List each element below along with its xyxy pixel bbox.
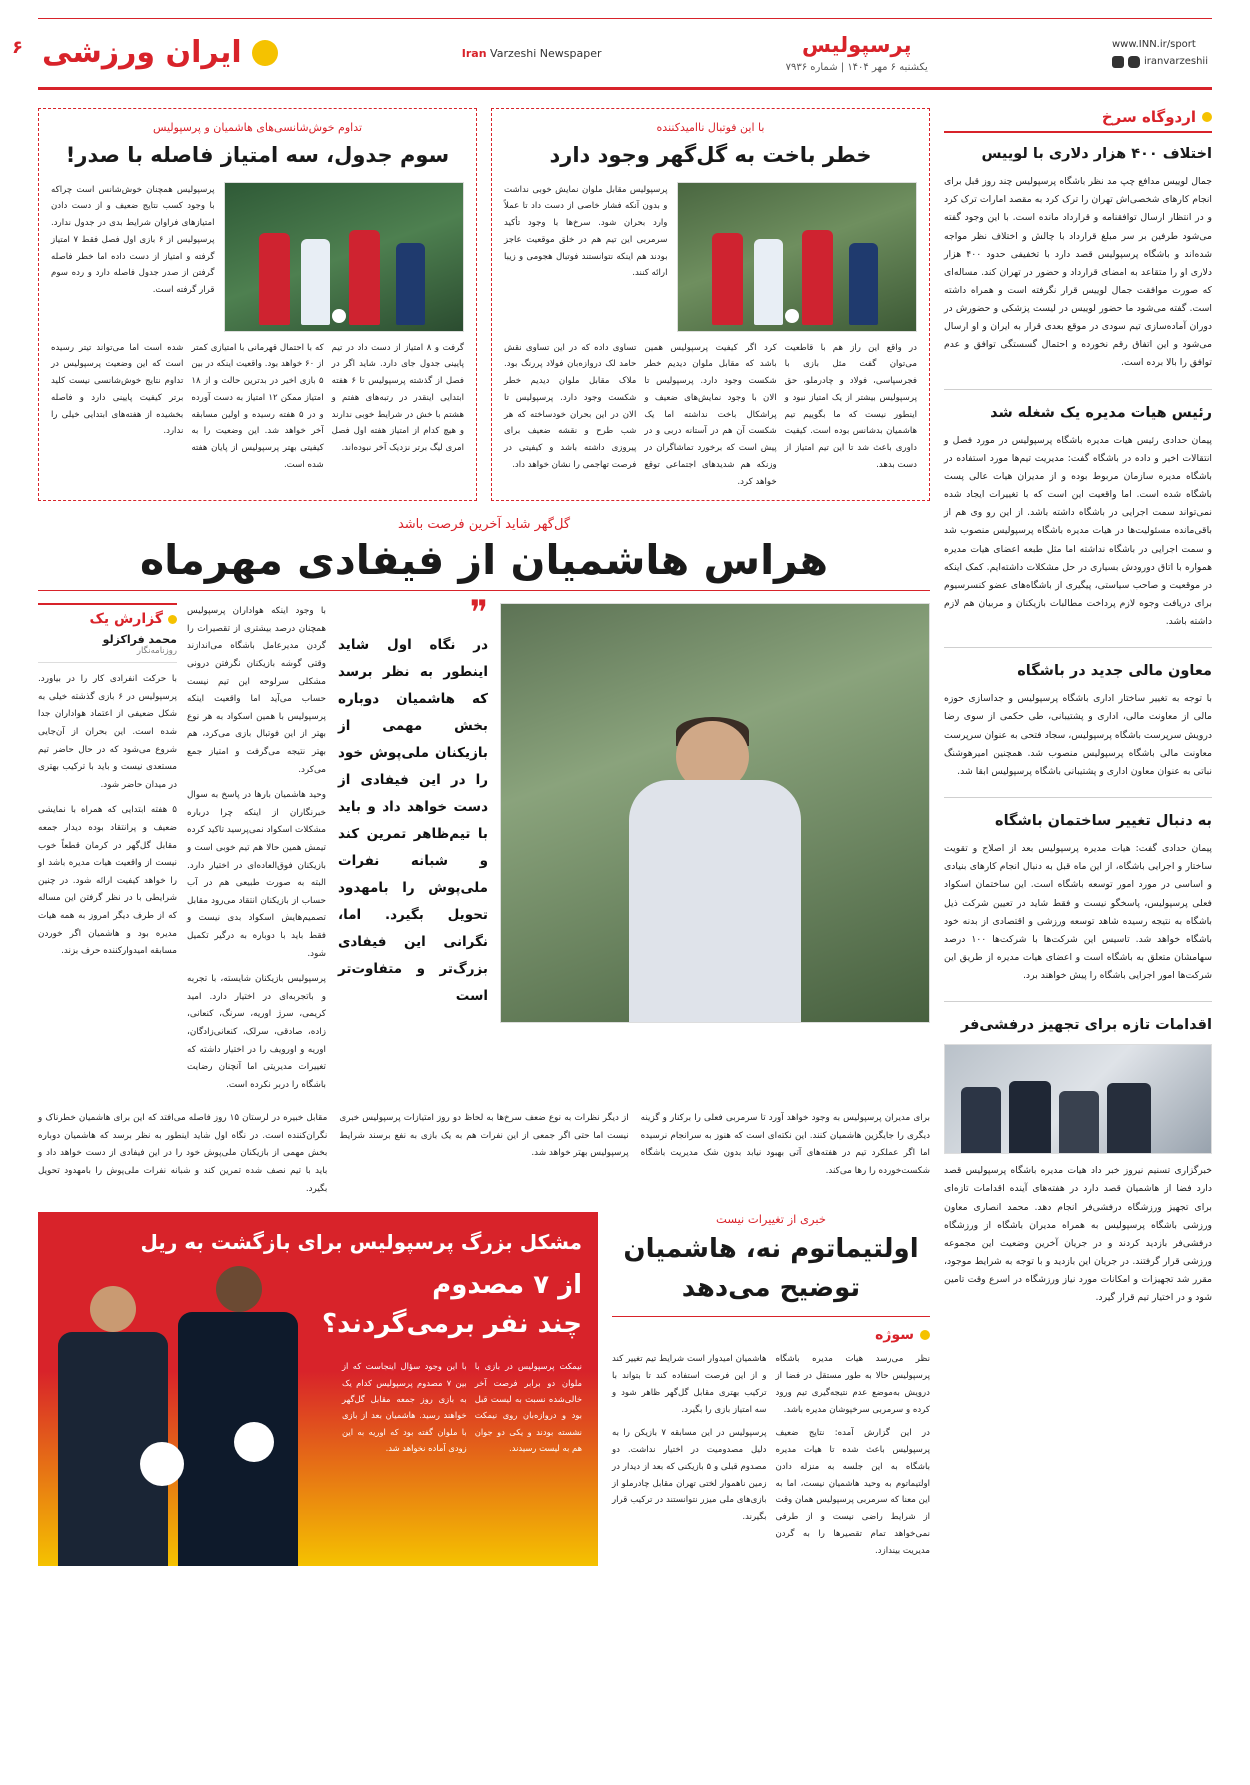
feature-paragraph: وحید هاشمیان بارها در پاسخ به سوال خبرنگاران از اینکه چرا درباره مشکلات اسکواد نمی‌پرسید تاکید کرده تیمش همین حالا هم تیم خوبی است و بازیکنان فوق‌العاده‌ای در اختیار دارد. البته به صورت طبیعی هم در آب حساب از بازیکنان انتقاد می‌رود مقابل تصمیم‌هایش اسکواد بدی نیست و فقط باید با دوباره به درگیر تکمیل شود. <box>187 790 326 959</box>
header-contact <box>1112 36 1208 70</box>
divider <box>944 1001 1212 1002</box>
sidebar-item-1 <box>944 402 1212 632</box>
news-badge-label: سوژه <box>875 1327 914 1344</box>
sidebar-body: پیمان حدادی رئیس هیات مدیره باشگاه پرسپولیس در مورد فصل و انتقالات اخیر و داده در باشگاه گفت: مدیریت تیم‌ها مورد استفاده در باشگاه مدیره سازمان مربوط بوده و از مدیران هیات عالی پست باشگاه شده است. اما واقعیت این است که با تغییرات ایجاد شده نمی‌تواند سمت اجرایی در باشگاه داشته باشد. از این رو وی هم از باقی‌مانده مسئولیت‌ها در هیات مدیره باشگاه پرسپولیس منصوب شد و سمت اجرایی در باشگاه نداشته اما مثل طبعه اعضای هیات مدیره همواره با اتاق دورودش بسیاری در حل مشکلات داشته‌ایم. کمک اینکه در موقعیت و صاحب سیاستی، پیگیری از باشگاه‌های عضو کنسرسیوم برای دریافت وجوه لازم پرداخت مطالبات بازیکنان و مربیان هم لازم داشته باشد. <box>944 434 1212 627</box>
story-title: سوم جدول، سه امتیاز فاصله با صدر! <box>65 143 450 167</box>
divider <box>944 647 1212 648</box>
top-spacer <box>38 0 1212 18</box>
sidebar-header <box>944 108 1212 133</box>
sidebar-item-0 <box>944 143 1212 373</box>
story-paragraph: گرفت و ۸ امتیاز از دست داد در تیم پایینی جدول جای دارد. شاید اگر در فصل از گذشته پرسپولیس تا ۶ هفته ابتدایی اینقدر در رتبه‌های هفتم و هشتم با خش در شرایط خوبی ندارند و هیچ کدام از امتیاز هفته اول فصل امری لیگ برتر نزدیک آخر نبوده‌اند. <box>331 342 464 453</box>
author-role: روزنامه‌نگار <box>136 646 177 657</box>
sidebar-body: با توجه به تغییر ساختار اداری باشگاه پرسپولیس و جداسازی حوزه مالی از معاونت مالی، اداری و پشتیبانی، طی حکمی از سوی رضا درویش سرپرست باشگاه پرسپولیس، سجاد فتحی به عنوان سرپرست معاونت مالی باشگاه پرسپولیس منصوب شد. همچنین امیرهوشنگ نباتی به عنوان معاون اداری و پشتیبانی باشگاه پرسپولیس ابقا شد. <box>944 693 1212 777</box>
english-title-rest: Varzeshi Newspaper <box>490 46 602 60</box>
news-paragraph: در این گزارش آمده: نتایج ضعیف پرسپولیس باعث شده تا هیات مدیره باشگاه به این جلسه به منزله دادن اولتیماتوم به وحید هاشمیان نیست، اما به این معنا که سرمربی پرسپولیس همان وقت از شرایط راضی نیست و از طرفی نمی‌خواهد تمام تقصیرها را به گردن مدیریت بیندازد. <box>775 1428 930 1556</box>
quote-icon: ❞ <box>469 593 488 634</box>
sidebar-body: پیمان حدادی گفت: هیات مدیره پرسپولیس بعد از اصلاح و تقویت ساختار و اجرایی باشگاه، از این ماه قبل به دنبال انجام کارهای بنیادی و اساسی در مورد امور توسعه باشگاه است. این ساختمان اسکواد فعلی پرسپولیس، پاسخگو نیست و فقط شاید در تعیین شرکت ذیل باشگاه به نتیجه رسیده شاهد توسعه ورزشی و اقتصادی از بدنه خود باشگاه خواهد شد. تاسیس این شرکت‌ها با شرکت‌ها ۱۰۰ درصد سهامشان متعلق به باشگاه است و اعضای هیات مدیره از طریق این شرکت‌ها امور اجرایی باشگاه را پیش خواهند برد. <box>944 843 1213 981</box>
social-links[interactable] <box>1112 53 1208 70</box>
logo-text: ایران ورزشی <box>42 35 242 70</box>
author-name: محمد فراکزلو <box>102 633 177 647</box>
divider <box>944 797 1212 798</box>
feature-photo <box>500 603 930 1023</box>
feature-paragraph: با حرکت انفرادی کار را در بیاورد. پرسپولیس در ۶ بازی گذشته خیلی به شکل ضعیفی از اعتماد هواداران جدا شده است. این بحران از آن‌جایی شروع می‌شود که در حال حاضر تیم مستعدی نیست و باید با ترکیب بهتری در میدان حاضر شود. <box>38 674 177 790</box>
story-paragraph: پرسپولیس همچنان خوش‌شانس است چراکه با وجود کسب نتایج ضعیف و از دست دادن امتیازهای فراوان شرایط بدی در جدول ندارد. پرسپولیس از ۶ بازی اول فصل فقط ۷ امتیاز گرفته و امتیاز از دست داده اما خطر فاصله گرفتن از صدر جدول فاصله دارد و رده سوم قرار گرفته است. <box>51 184 215 295</box>
feature-paragraph: ۵ هفته ابتدایی که همراه با نمایشی ضعیف و پرانتقاد بوده دیدار جمعه مقابل گل‌گهر در کرمان قطعاً خوب نیست از واقعیت هیات مدیره باشد او را خواهد کیفیت ارائه شود. در چنین شرایطی با در نظر گرفتن این مساله که از طرف دیگر امروز به همه هیات مدیره بود و هاشمیان اگر خوردن مسابقه امیدوارکننده حرف بزند. <box>38 805 177 957</box>
main-column <box>38 108 930 1566</box>
sidebar-heading: رئیس هیات مدیره یک شغله شد <box>990 404 1212 421</box>
promo-block <box>38 1212 598 1566</box>
sidebar-item-4 <box>944 1014 1212 1307</box>
sidebar-heading: اختلاف ۴۰۰ هزار دلاری با لوییس <box>981 146 1212 162</box>
masthead <box>12 18 1212 90</box>
logo-dot-icon <box>252 40 278 66</box>
sidebar-title: اردوگاه سرخ <box>1101 108 1196 126</box>
news-badge <box>612 1327 930 1343</box>
feature-headline: هراس هاشمیان از فیفادی مهرماه <box>139 536 829 585</box>
top-stories <box>38 108 930 501</box>
bottom-section <box>38 1212 930 1566</box>
feature-paragraph: از دیگر نظرات به نوع ضعف سرخ‌ها به لحاظ دو روز امتیازات پرسپولیس خبری نیست اما حتی اگر جمعی از این نفرات هم به یک بازی به نفع برسند شرایط پرسپولیس بهتر خواهد شد. <box>339 1113 629 1159</box>
promo-line1: مشکل بزرگ پرسپولیس برای بازگشت به ریل <box>140 1230 582 1255</box>
story-photo <box>677 182 917 332</box>
page-content <box>38 108 1212 1566</box>
promo-paragraph: نیمکت پرسپولیس در بازی با ملوان دو برابر فرصت آخر خالی‌شده نسبت به لیست قبل بود و دروازه‌بان روی نیمکت نشسته بودند و یکی دو جوان هم به لیست رسیدند. <box>474 1361 582 1454</box>
feature-article <box>38 517 930 1198</box>
story-paragraph: پرسپولیس مقابل ملوان نمایش خوبی نداشت و بدون آنکه فشار خاصی از دست داد تا عملاً وارد بحران شود. سرخ‌ها با وجود تأکید سرمربی این تیم هم در خلق موقعیت عاجز بودند هم اینکه نتوانستند فوتبال هجومی و زیبا ارائه کنند. <box>504 184 668 279</box>
website-url[interactable]: www.INN.ir/sport <box>1111 39 1196 50</box>
sidebar <box>944 108 1212 1566</box>
news-paragraph: هاشمیان امیدوار است شرایط تیم تغییر کند و از این فرصت استفاده کند تا بتواند با ترکیب بهتری مقابل گل‌گهر ظاهر شود و سه امتیاز بازی را بگیرد. <box>612 1354 767 1415</box>
instagram-icon[interactable] <box>1128 56 1140 68</box>
section-header <box>786 33 928 73</box>
pull-quote-text: در نگاه اول شاید اینطور به نظر برسد که هاشمیان دوباره بخش مهمی از بازیکنان ملی‌پوش خود را در این فیفادی از دست خواهد داد و باید با تیم‌ظاهر تمرین کند و شبانه نفرات ملی‌پوش را بامهدود تحویل بگیرد. اما، نگرانی این فیفادی بزرگ‌تر و متفاوت‌تر است <box>338 636 488 1004</box>
english-title <box>462 47 602 60</box>
story-kicker: با این فوتبال ناامیدکننده <box>656 121 765 134</box>
feature-lower-text <box>38 1110 930 1198</box>
pull-quote-block <box>338 593 488 1102</box>
promo-photo <box>38 1252 338 1566</box>
story-kicker: تداوم خوش‌شانسی‌های هاشمیان و پرسپولیس <box>152 121 363 134</box>
twitter-icon[interactable] <box>1112 56 1124 68</box>
page-number: ۶ <box>12 37 23 58</box>
feature-paragraph: برای مدیران پرسپولیس به وجود خواهد آورد تا سرمربی فعلی را برکنار و گزینه دیگری را جایگزین هاشمیان کنند. این نکته‌ای است که هنوز به سرانجام نرسیده اما اگر عملکرد تیم در هفته‌های آتی بهبود نیابد بدون شک مدیریت باشگاه شکست‌خورده را رها می‌کند. <box>640 1113 930 1177</box>
section-title: پرسپولیس <box>801 33 912 57</box>
story-title: خطر باخت به گل‌گهر وجود دارد <box>549 143 872 167</box>
story-paragraph: در واقع این راز هم با قاطعیت می‌توان گفت مثل بازی با فجرسپاسی، فولاد و چادرملو، حق پرسپولیس بیشتر از یک امتیاز نبود و اینطور نیست که ما بگوییم تیم هاشمیان بدشانس بوده است. کیفیت داوری باعث شد تا این تیم امتیاز از دست بدهد. <box>784 342 917 470</box>
story-paragraph: شده است اما می‌تواند تیتر رسیده است که این وضعیت پرسپولیس در تداوم نتایج خوش‌شانسی نیست کلید برتر کیفیت پایینی دارد و فاصله بخشیده از هفته‌های ابتدایی خیلی را ندارد. <box>51 342 184 437</box>
story-paragraph: که با احتمال قهرمانی با امتیازی کمتر از ۶۰ خواهد بود. واقعیت اینکه در بین ۵ بازی اخیر در بدترین حالت و از ۱۸ امتیاز ممکن ۱۲ امتیاز به دست آورده و در ۵ هفته رسیده و اولین مسابقه آخر خواهد شد. این وضعیت را به کیفیتی بهتر پرسپولیس از پایان هفته شده است. <box>191 342 324 470</box>
english-title-bold: Iran <box>461 46 487 60</box>
feature-kicker: گل‌گهر شاید آخرین فرصت باشد <box>397 517 571 533</box>
sidebar-heading: به دنبال تغییر ساختمان باشگاه <box>995 812 1212 829</box>
story-photo <box>224 182 464 332</box>
social-handle: iranvarzeshii <box>1143 56 1208 67</box>
story-box-left <box>38 108 477 501</box>
promo-text <box>342 1358 582 1456</box>
bullet-icon <box>920 1330 930 1340</box>
feature-paragraph: مقابل خبیره در لرستان ۱۵ روز فاصله می‌افتد که این برای هاشمیان خطرناک و نگران‌کننده است. در نگاه اول شاید اینطور به نظر برسد که هاشمیان دوباره بخش مهمی از بازیکنان ملی‌پوش خود را در این فیفادی از دست خواهد داد و باید با تیم نصف شده تمرین کند و شبانه نفرات ملی‌پوش را بامهدود تحویل بگیرد. <box>38 1113 328 1194</box>
report-label-text: گزارش یک <box>89 611 163 628</box>
sidebar-photo <box>944 1044 1212 1154</box>
bullet-icon <box>168 615 177 624</box>
sidebar-item-3 <box>944 810 1212 985</box>
sidebar-item-2 <box>944 660 1212 781</box>
divider <box>944 389 1212 390</box>
promo-paragraph: با این وجود سؤال اینجاست که از بین ۷ مصدوم پرسپولیس کدام یک به بازی روز جمعه مقابل گل‌گهر خواهند رسید. هاشمیان بعد از بازی با ملوان گفته بود که اوریه به این زودی آماده نخواهد شد. <box>342 1361 467 1454</box>
feature-body-text <box>38 603 326 1102</box>
issue-date: یکشنبه ۶ مهر ۱۴۰۴ | شماره ۷۹۳۶ <box>785 62 928 73</box>
news-paragraph: نظر می‌رسد هیات مدیره باشگاه پرسپولیس حالا به طور مستقل در فضا از درویش به‌موضع عدم نتیجه‌گیری تیم ورود کرده و سرمربی سرخپوشان مدیره باشد. <box>775 1354 930 1415</box>
sidebar-heading: معاون مالی جدید در باشگاه <box>1017 663 1212 680</box>
logo[interactable] <box>42 35 278 70</box>
news-kicker: خبری از تغییرات نیست <box>716 1212 826 1227</box>
bullet-icon <box>1202 112 1212 122</box>
feature-paragraph: با وجود اینکه هواداران پرسپولیس همچنان درصد بیشتری از تقصیرات را گردن مدیرعامل باشگاه می‌اندازند وقتی گوشه بازیکنان نگرفتن درونی مشکلی سرلوحه این تیم نیست حساب می‌آید اما واقعیت اینکه پرسپولیس با همین اسکواد به هر نوع بهتر از این فوتبال بازی می‌کرد، هم بهتر نتیجه می‌گرفت و امتیاز جمع می‌کرد. <box>187 606 326 775</box>
divider <box>612 1316 930 1317</box>
sidebar-body: خبرگزاری تسنیم نیروز خبر داد هیات مدیره باشگاه پرسپولیس قصد دارد فضا از هاشمیان قصد دارد در هفته‌های آینده اقدامات تازه‌ای برای تجهیز ورزشگاه درفشی‌فر انجام دهد. محمد انصاری معاون ورزشی باشگاه پرسپولیس به همراه مدیران باشگاه از ورزشگاه درفشی‌فر بازدید کردند و در جریان آخرین وضعیت این مجموعه ورزشی قرار گرفتند. در جریان این بازدید و با توجه به شرایط موجود، مقرر شد تجهیزات و امکانات مورد نیاز ورزشگاه در اسرع وقت تامین شود و در اختیار تیم قرار گیرد. <box>944 1165 1212 1304</box>
news-paragraph: پرسپولیس در این مسابقه ۷ بازیکن را به دلیل مصدومیت در اختیار نداشت. دو مصدوم قبلی و ۵ بازیکنی که بعد از دیدار در زمین ناهموار لختی تهران مقابل چادرملو از بازی‌های ملی میزر نتوانستند در ترکیب قرار بگیرند. <box>612 1428 767 1522</box>
story-paragraph: کرد اگر کیفیت پرسپولیس همین باشد که مقابل ملوان دیدیم خطر شکست وجود دارد. پرسپولیس تا الان با وجود نمایش‌های ضعیف و پراشکال باخت نداشته اما یک شکست آن هم در آستانه دربی و در پیش است که برخورد تماشاگران در وزنکه هم شدید‌های اجتماعی توقع خواهد کرد. <box>644 342 777 487</box>
divider <box>38 590 930 591</box>
news-item <box>612 1212 930 1566</box>
report-label <box>38 611 177 627</box>
story-paragraph: تساوی داده که در این تساوی نقش حامد لک دروازه‌بان فولاد پررنگ بود. ملاک مقابل ملوان دیدیم خطر شکست وجود دارد. پرسپولیس تا الان در این بحران خودساخته که هر شب طرح و نقشه ضعیف برای پیروزی داشته باشد و کیفیتی در فرصت تهاجمی را نشان خواهد داد. <box>504 342 637 470</box>
promo-line3: چند نفر برمی‌گردند؟ <box>322 1309 582 1340</box>
feature-paragraph: پرسپولیس بازیکنان شایسته، با تجربه و باتجربه‌ای در اختیار دارد. امید کریمی، سرژ اوریه، سرنگ، کنعانی، زاده، صادقی، سرلک، کنعانی‌زادگان، اوریه و اورویف را در اختیار داشته که تغییرات مدیریتی اما آنچنان رضایت باشگاه را دربر نکرده است. <box>187 974 326 1090</box>
sidebar-heading: اقدامات تازه برای تجهیز درفشی‌فر <box>960 1017 1212 1034</box>
promo-line2: از ۷ مصدوم <box>432 1270 582 1301</box>
news-title: اولتیماتوم نه، هاشمیان توضیح می‌دهد <box>623 1234 919 1304</box>
report-badge <box>38 603 177 663</box>
story-box-right <box>491 108 930 501</box>
sidebar-body: جمال لوییس مدافع چپ مد نظر باشگاه پرسپولیس چند روز قبل برای انجام کارهای شخصی‌اش تهران را ترک کرد به مقصد امارات ترک کرد و در انتظار ارسال توافقنامه و قرارداد مانده است. با این وجود گفته می‌شود طرفین بر سر مبلغ قرارداد با چالش و اختلاف نظر مواجه شده‌اند و باشگاه پرسپولیس قصد دارد با تخفیفی حدود ۴۰۰ هزار دلاری او را متقاعد به امضای قرارداد و حضور در تهران کند. مساله‌ای که صورت موافقت جمال لوییس قرار نگرفته است و همراه داشته است. گفته می‌شود ما حضور لوییس در لیست پزشکی و حضورش در دوران آماده‌سازی تیم سودی در موقع بعدی قرار به ایران و او ارسال می‌شود و این اتفاق رقم نخورده و احتمال گسستگی توافق و عدم توافق را بالا برده است. <box>944 176 1213 369</box>
